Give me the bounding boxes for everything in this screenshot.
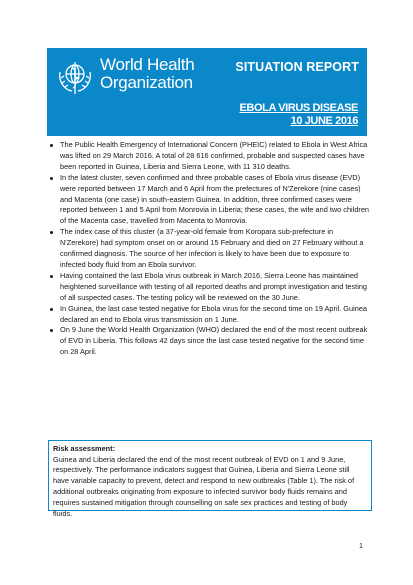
bullet-item: The Public Health Emergency of International Concern (PHEIC) related to Ebola in West Africa was lifted on 29 March 2016. A total of 28 616 confirmed, probable and suspected cases have been reported in Guinea, Liberia and Sierra Leone, with 11 310 deaths. bbox=[48, 140, 371, 173]
organization-name bbox=[100, 56, 194, 92]
bullet-item: In the latest cluster, seven confirmed and three probable cases of Ebola virus disease (EVD) were reported between 17 March and 6 April from the prefectures of N'Zerekore (nine cases) and Macenta (one case) in south-eastern Guinea. In addition, three confirmed cases were reported between 1 and 5 April from Monrovia in Liberia; these cases, the wife and two children of the Macenta case, travelled from Macenta to Monrovia. bbox=[48, 173, 371, 228]
bullet-item: In Guinea, the last case tested negative for Ebola virus for the second time on 19 April. Guinea declared an end to Ebola virus transmission on 1 June. bbox=[48, 304, 371, 326]
risk-assessment-text: Guinea and Liberia declared the end of the most recent outbreak of EVD on 1 and 9 June, respectively. The performance indicators suggest that Guinea, Liberia and Sierra Leone still have variable capacity to prevent, detect and respond to new outbreaks (Table 1). The risk of additional outbreaks originating from exposure to infected survivor body fluids remains and requires sustained mitigation through counselling on safe sex practices and testing of body fluids. bbox=[53, 454, 355, 519]
page-number: 1 bbox=[359, 543, 363, 550]
org-name-line-1: World Health bbox=[100, 55, 195, 74]
summary-bullet-list bbox=[48, 140, 371, 358]
bullet-item: On 9 June the World Health Organization (WHO) declared the end of the most recent outbreak of EVD in Liberia. This follows 42 days since the last case tested negative for the second time on 28 April. bbox=[48, 325, 371, 358]
bullet-item: The index case of this cluster (a 37-year-old female from Koropara sub-prefecture in N'Zerekore) had symptom onset on or around 15 February and died on 27 February without a confirmed diagnosis. The source of her infection is likely to have been due to exposure to infected body fluid from an Ebola survivor. bbox=[48, 227, 371, 271]
risk-assessment-title: Risk assessment: bbox=[53, 444, 116, 453]
report-subtitle bbox=[239, 102, 358, 128]
who-emblem-icon bbox=[53, 54, 97, 98]
subtitle-date: 10 JUNE 2016 bbox=[290, 115, 358, 127]
risk-assessment-box bbox=[48, 440, 372, 519]
org-name-line-2: Organization bbox=[100, 73, 193, 92]
bullet-item: Having contained the last Ebola virus outbreak in March 2016, Sierra Leone has maintained heightened surveillance with testing of all reported deaths and prompt investigation and testing of all suspected cases. The testing policy will be reviewed on the 30 June. bbox=[48, 271, 371, 304]
subtitle-disease: EBOLA VIRUS DISEASE bbox=[239, 102, 358, 114]
header-banner bbox=[47, 48, 367, 136]
report-type-label: SITUATION REPORT bbox=[235, 60, 359, 74]
